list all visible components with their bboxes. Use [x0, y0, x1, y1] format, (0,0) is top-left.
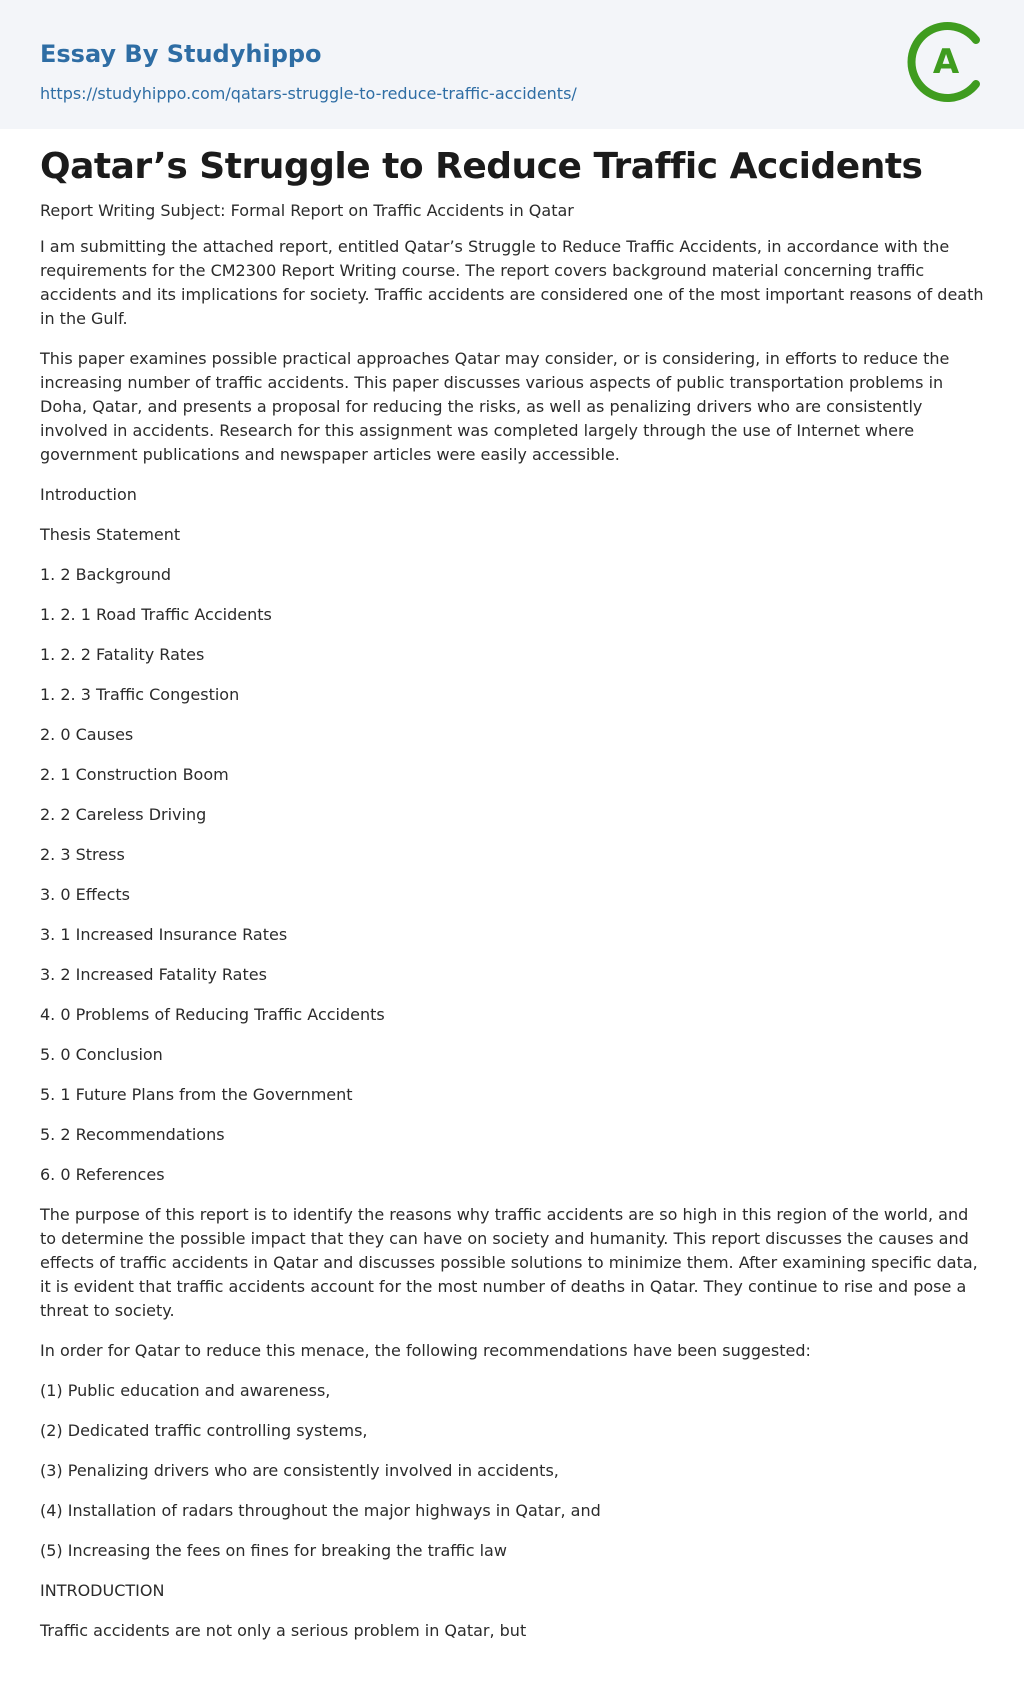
recommendation-item: (5) Increasing the fees on fines for breaking the traffic law: [40, 1541, 507, 1560]
outline-item: 1. 2. 2 Fatality Rates: [40, 645, 205, 664]
outline-item: 6. 0 References: [40, 1165, 165, 1184]
outline-item: 1. 2. 3 Traffic Congestion: [40, 685, 240, 704]
paragraph: This paper examines possible practical approaches Qatar may consider, or is considering, in efforts to reduce the increasing number of traffic accidents. This paper discusses various aspects of public transportation problems in Doha, Qatar, and presents a proposal for reducing the risks, as well as penalizing drivers who are consistently involved in accidents. Research for this assignment was completed largely through the use of Internet where government publications and newspaper articles were easily accessible.: [40, 349, 950, 464]
paragraph: The purpose of this report is to identify the reasons why traffic accidents are so high in this region of the world, and to determine the possible impact that they can have on society and humanity. This report discusses the causes and effects of traffic accidents in Qatar and discusses possible solutions to minimize them. After examining specific data, it is evident that traffic accidents account for the most number of deaths in Qatar. They continue to rise and pose a threat to society.: [40, 1205, 978, 1320]
section-heading: INTRODUCTION: [40, 1581, 165, 1600]
outline-item: 3. 2 Increased Fatality Rates: [40, 965, 267, 984]
page-header: [0, 0, 1024, 129]
essay-url-link[interactable]: https://studyhippo.com/qatars-struggle-to-reduce-traffic-accidents/: [40, 84, 577, 103]
outline-item: 5. 2 Recommendations: [40, 1125, 225, 1144]
outline-item: 1. 2. 1 Road Traffic Accidents: [40, 605, 272, 624]
recommendations-intro: In order for Qatar to reduce this menace, the following recommendations have been suggested:: [40, 1341, 811, 1360]
brand-title[interactable]: Essay By Studyhippo: [40, 40, 322, 68]
outline-item: Introduction: [40, 485, 137, 504]
studyhippo-logo-icon[interactable]: [902, 18, 990, 106]
paragraph: Traffic accidents are not only a serious problem in Qatar, but: [40, 1621, 527, 1640]
outline-item: 2. 2 Careless Driving: [40, 805, 207, 824]
outline-item: Thesis Statement: [40, 525, 181, 544]
recommendations-list: [40, 1379, 984, 1563]
logo-letter: A: [932, 42, 960, 82]
recommendation-item: (3) Penalizing drivers who are consistently involved in accidents,: [40, 1461, 559, 1480]
outline-item: 1. 2 Background: [40, 565, 172, 584]
outline-item: 3. 1 Increased Insurance Rates: [40, 925, 288, 944]
outline-item: 5. 1 Future Plans from the Government: [40, 1085, 353, 1104]
outline-item: 2. 1 Construction Boom: [40, 765, 229, 784]
report-subject: Report Writing Subject: Formal Report on Traffic Accidents in Qatar: [40, 201, 574, 220]
essay-content: [0, 129, 1024, 1643]
paragraph: I am submitting the attached report, entitled Qatar’s Struggle to Reduce Traffic Accidents, in accordance with the requirements for the CM2300 Report Writing course. The report covers background material concerning traffic accidents and its implications for society. Traffic accidents are considered one of the most important reasons of death in the Gulf.: [40, 237, 984, 328]
outline-item: 2. 0 Causes: [40, 725, 134, 744]
outline-item: 3. 0 Effects: [40, 885, 130, 904]
outline-item: 4. 0 Problems of Reducing Traffic Accidents: [40, 1005, 385, 1024]
outline-list: [40, 483, 984, 1187]
recommendation-item: (4) Installation of radars throughout the major highways in Qatar, and: [40, 1501, 601, 1520]
outline-item: 2. 3 Stress: [40, 845, 125, 864]
recommendation-item: (2) Dedicated traffic controlling systems,: [40, 1421, 368, 1440]
page-title: Qatar’s Struggle to Reduce Traffic Accidents: [40, 146, 923, 187]
recommendation-item: (1) Public education and awareness,: [40, 1381, 331, 1400]
outline-item: 5. 0 Conclusion: [40, 1045, 163, 1064]
